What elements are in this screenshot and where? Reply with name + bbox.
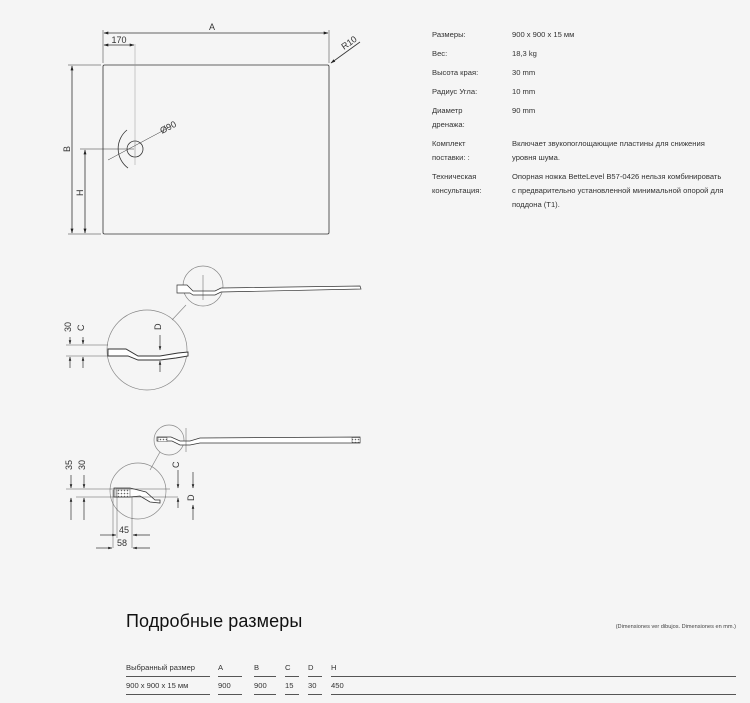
label-a: A — [208, 22, 216, 32]
table-cell: 900 — [218, 679, 242, 695]
header-cell: C — [285, 661, 299, 677]
tray-outline — [103, 65, 329, 234]
spec-value: 90 mm — [512, 106, 536, 115]
table-row — [126, 679, 736, 697]
spec-value: Опорная ножка BetteLevel B57-0426 нельзя комбинировать с предварительно установленной минимальной опорой для поддона (T1). — [512, 172, 724, 209]
label-drain: Ø90 — [158, 118, 178, 136]
spec-value: Включает звукопоглощающие пластины для снижения уровня шума. — [512, 139, 705, 162]
label-58: 58 — [116, 538, 128, 548]
spec-value: 18,3 kg — [512, 49, 537, 58]
table-cell: 15 — [285, 679, 299, 695]
label-b: B — [62, 145, 72, 152]
section-title: Подробные размеры — [126, 611, 303, 631]
label-c: C — [76, 324, 86, 331]
spec-row — [432, 170, 742, 212]
header-cell: D — [308, 661, 322, 677]
spec-label: Диаметр дренажа: — [432, 106, 465, 129]
table-header-row — [126, 661, 736, 679]
section-view-1 — [66, 266, 361, 390]
header-cell: Выбранный размер — [126, 661, 210, 677]
label-30b: 30 — [77, 459, 87, 470]
spec-row — [432, 66, 742, 80]
header-cell: A — [218, 661, 242, 677]
dimensions-table — [126, 661, 736, 697]
spec-row — [432, 47, 742, 61]
label-h: H — [75, 189, 85, 196]
header-cell: H — [331, 661, 736, 677]
spec-value: 30 mm — [512, 68, 536, 77]
label-30: 30 — [63, 321, 73, 332]
label-170: 170 — [111, 35, 127, 45]
spec-label: Комплект поставки: : — [432, 139, 470, 162]
table-cell: 450 — [331, 679, 736, 695]
spec-label: Размеры: — [432, 30, 466, 39]
spec-row — [432, 85, 742, 99]
table-cell: 900 — [254, 679, 276, 695]
label-45: 45 — [118, 525, 130, 535]
spec-row — [432, 104, 742, 132]
technical-drawing — [0, 0, 400, 600]
spec-row — [432, 137, 742, 165]
spec-label: Радиус Угла: — [432, 87, 478, 96]
table-cell: 900 x 900 x 15 мм — [126, 679, 210, 695]
label-d2: D — [186, 494, 196, 501]
header-cell: B — [254, 661, 276, 677]
label-c2: C — [171, 461, 181, 468]
spec-value: 900 x 900 x 15 мм — [512, 30, 575, 39]
specs-list — [432, 28, 742, 217]
table-cell: 30 — [308, 679, 322, 695]
dimensions-note: (Dimensiones ver dibujos. Dimensiones en mm.) — [615, 624, 736, 630]
spec-label: Высота края: — [432, 68, 479, 77]
spec-label: Вес: — [432, 49, 448, 58]
spec-row — [432, 28, 742, 42]
section-view-2 — [66, 425, 360, 548]
spec-label: Техническая консультация: — [432, 172, 482, 195]
spec-value: 10 mm — [512, 87, 536, 96]
label-35: 35 — [64, 459, 74, 470]
plan-view — [68, 30, 360, 234]
label-r10: R10 — [339, 33, 359, 52]
label-d: D — [153, 323, 163, 330]
